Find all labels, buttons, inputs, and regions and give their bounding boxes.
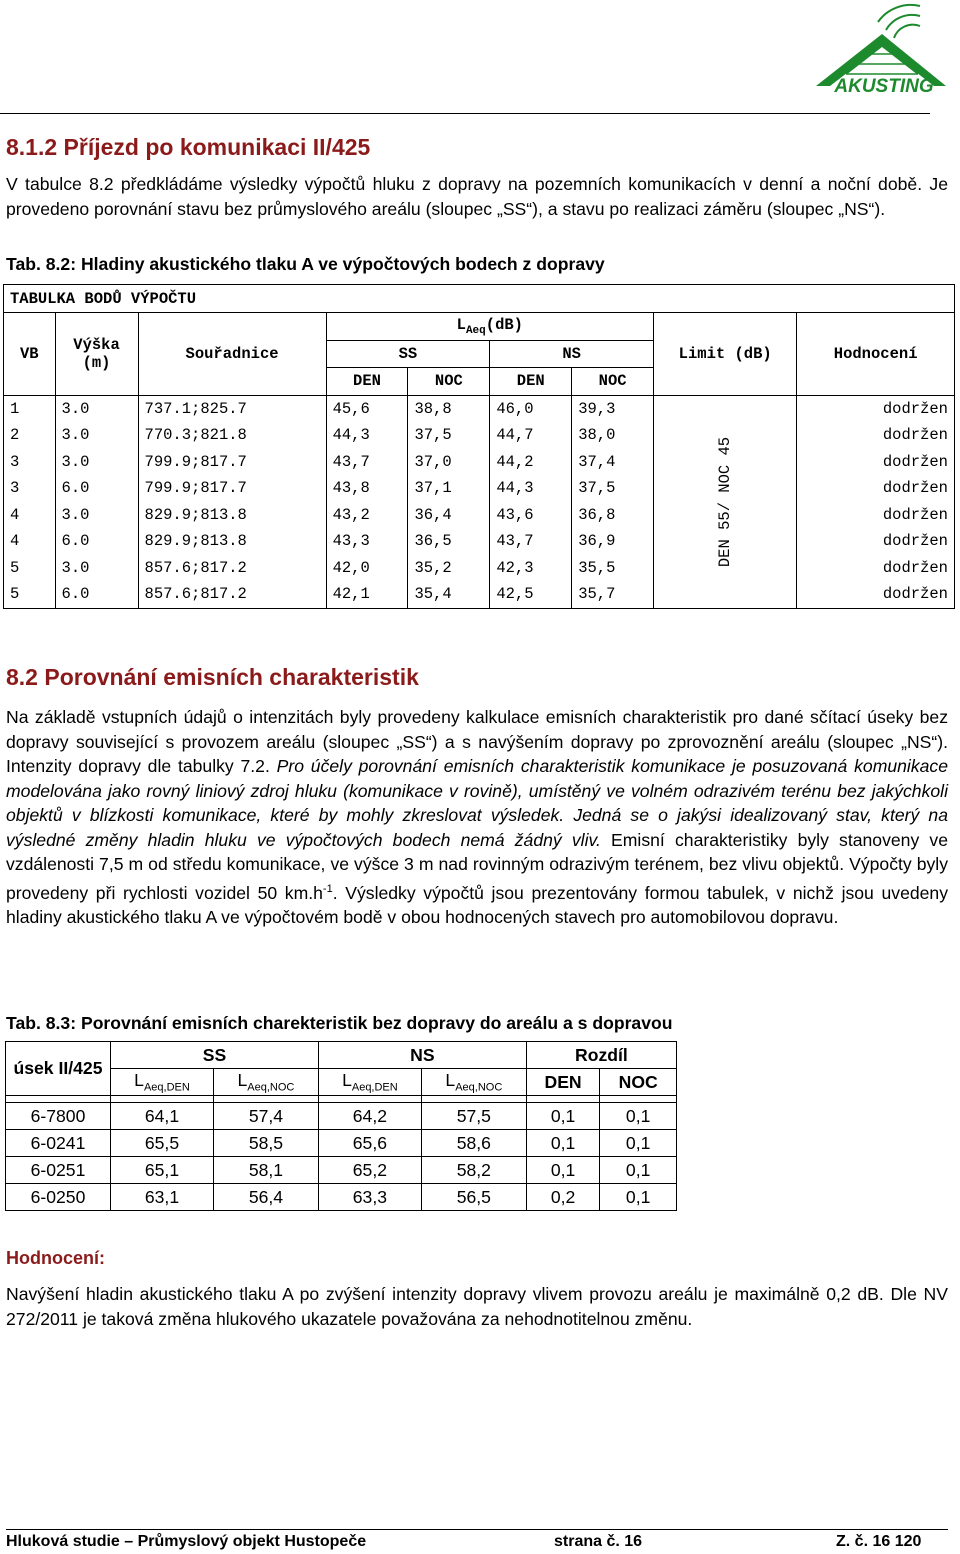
table-cell: 1 bbox=[4, 395, 56, 422]
table-cell: 36,4 bbox=[408, 502, 490, 529]
emission-comparison-table bbox=[5, 1041, 677, 1211]
table-row bbox=[6, 1103, 677, 1130]
table-cell: 63,3 bbox=[318, 1184, 421, 1211]
table-cell: 36,9 bbox=[572, 528, 654, 555]
table-cell: 46,0 bbox=[490, 395, 572, 422]
table-cell: 35,4 bbox=[408, 581, 490, 608]
evaluation-text: Navýšení hladin akustického tlaku A po zvýšení intenzity dopravy vlivem provozu areálu je maximálně 0,2 dB. Dle NV 272/2011 je taková změna hlukového ukazatele považována za nehodnotitelnou změnu. bbox=[6, 1284, 948, 1329]
table-cell: 65,6 bbox=[318, 1130, 421, 1157]
col-ns-den: $L_{Aeq,DEN}$ bbox=[318, 1069, 421, 1096]
table-cell: 6.0 bbox=[55, 581, 138, 608]
table-cell: 65,1 bbox=[111, 1157, 214, 1184]
table-cell: 37,4 bbox=[572, 449, 654, 476]
col-laeq: $L_{Aeq}(dB)$ bbox=[326, 313, 654, 341]
limit-cell: DEN 55/ NOC 45 bbox=[654, 395, 797, 608]
table-row bbox=[4, 475, 955, 502]
spacer-row bbox=[6, 1096, 677, 1103]
col-hodnoceni: Hodnocení bbox=[797, 313, 955, 396]
spacer-cell bbox=[6, 1096, 111, 1103]
table-row bbox=[4, 528, 955, 555]
table-cell: 3 bbox=[4, 475, 56, 502]
table-cell: 43,2 bbox=[326, 502, 408, 529]
header-line bbox=[0, 113, 930, 114]
table-cell: 4 bbox=[4, 528, 56, 555]
table-cell: 37,0 bbox=[408, 449, 490, 476]
col-rozdil-den: DEN bbox=[526, 1069, 600, 1096]
table-cell: dodržen bbox=[797, 502, 955, 529]
table-cell: 36,5 bbox=[408, 528, 490, 555]
col-ns: NS bbox=[318, 1042, 526, 1069]
col-ss: SS bbox=[111, 1042, 319, 1069]
table-cell: 43,6 bbox=[490, 502, 572, 529]
col-vyska: Výška (m) bbox=[55, 313, 138, 396]
table-cell: 37,5 bbox=[572, 475, 654, 502]
table-cell: 43,3 bbox=[326, 528, 408, 555]
table-cell: 38,8 bbox=[408, 395, 490, 422]
table-cell: 57,5 bbox=[421, 1103, 526, 1130]
table-cell: 65,5 bbox=[111, 1130, 214, 1157]
table-row bbox=[4, 449, 955, 476]
col-limit: Limit (dB) bbox=[654, 313, 797, 396]
table-row bbox=[6, 1184, 677, 1211]
col-ss-noc: $L_{Aeq,NOC}$ bbox=[213, 1069, 318, 1096]
table-cell: 58,2 bbox=[421, 1157, 526, 1184]
calculation-points-table bbox=[3, 284, 955, 609]
table-cell: 0,1 bbox=[600, 1184, 677, 1211]
spacer-cell bbox=[600, 1096, 677, 1103]
table-cell: 35,2 bbox=[408, 555, 490, 582]
table-title: TABULKA BODŮ VÝPOČTU bbox=[4, 285, 955, 313]
col-ss: SS bbox=[326, 340, 490, 368]
table-cell: 42,5 bbox=[490, 581, 572, 608]
table-cell: 45,6 bbox=[326, 395, 408, 422]
table-cell: 6.0 bbox=[55, 475, 138, 502]
table-cell: 44,3 bbox=[326, 422, 408, 449]
col-ns: NS bbox=[490, 340, 654, 368]
table-row bbox=[4, 502, 955, 529]
table-cell: dodržen bbox=[797, 449, 955, 476]
footer-page: strana č. 16 bbox=[554, 1533, 643, 1550]
table-row bbox=[4, 555, 955, 582]
col-ss-den: DEN bbox=[326, 368, 408, 396]
table-cell: 63,1 bbox=[111, 1184, 214, 1211]
table-cell: 0,1 bbox=[526, 1103, 600, 1130]
col-ns-noc: $L_{Aeq,NOC}$ bbox=[421, 1069, 526, 1096]
table-cell: 6.0 bbox=[55, 528, 138, 555]
col-rozdil-noc: NOC bbox=[600, 1069, 677, 1096]
table-cell: 5 bbox=[4, 555, 56, 582]
table-row bbox=[4, 422, 955, 449]
table-cell: 3.0 bbox=[55, 422, 138, 449]
spacer-cell bbox=[421, 1096, 526, 1103]
table-cell: 36,8 bbox=[572, 502, 654, 529]
table-cell: 5 bbox=[4, 581, 56, 608]
table-row bbox=[4, 581, 955, 608]
table-cell: dodržen bbox=[797, 555, 955, 582]
col-ns-noc: NOC bbox=[572, 368, 654, 396]
section-heading-8-2: 8.2 Porovnání emisních charakteristik bbox=[6, 664, 419, 690]
table-cell: dodržen bbox=[797, 581, 955, 608]
table-cell: 42,0 bbox=[326, 555, 408, 582]
table-cell: 737.1;825.7 bbox=[138, 395, 326, 422]
table-cell: 58,1 bbox=[213, 1157, 318, 1184]
spacer-cell bbox=[318, 1096, 421, 1103]
spacer-cell bbox=[111, 1096, 214, 1103]
table-cell: 64,1 bbox=[111, 1103, 214, 1130]
table-cell: 0,1 bbox=[526, 1130, 600, 1157]
table-cell: 44,2 bbox=[490, 449, 572, 476]
table-cell: 6-0241 bbox=[6, 1130, 111, 1157]
table-cell: 0,1 bbox=[600, 1157, 677, 1184]
table-cell: 56,5 bbox=[421, 1184, 526, 1211]
col-souradnice: Souřadnice bbox=[138, 313, 326, 396]
table-cell: 3.0 bbox=[55, 555, 138, 582]
table-cell: 35,5 bbox=[572, 555, 654, 582]
col-ns-den: DEN bbox=[490, 368, 572, 396]
table-cell: 6-0250 bbox=[6, 1184, 111, 1211]
table-cell: dodržen bbox=[797, 528, 955, 555]
spacer-cell bbox=[213, 1096, 318, 1103]
table-cell: 857.6;817.2 bbox=[138, 555, 326, 582]
section2-paragraph: Na základě vstupních údajů o intenzitách byly provedeny kalkulace emisních charakteristik pro dané sčítací úseky bez dopravy související s provozem areálu (sloupec „SS“) a s navýšením dopravy po zprovoznění areálu (sloupec „NS“). Intenzity dopravy dle tabulky 7.2. Pro účely porovnání emisních charakteristik komunikace je posuzovaná komunikace modelována jako rovný liniový zdroj hluku (komunikace v rovině), umístěný ve volném odrazivém terénu bez jakýchkoli objektů v blízkosti komunikace, které by mohly zkreslovat výsledek. Jedná se o jakýsi idealizovaný stav, který na výsledné změny hladin hluku ve výpočtových bodech nemá žádný vliv. Emisní charakteristiky byly stanoveny ve vzdálenosti 7,5 m od středu komunikace, ve výšce 3 m nad rovinným odrazivým terénem, bez vlivu objektů. Výpočty byly provedeny při rychlosti vozidel 50 $km.h^{-1}$. Výsledky výpočtů jsou prezentovány formou tabulek, v nichž jsou uvedeny hladiny akustického tlaku A ve výpočtovém bodě v obou hodnocených stavech pro automobilovou dopravu. bbox=[6, 707, 949, 927]
table-8-2-caption: Tab. 8.2: Hladiny akustického tlaku A ve výpočtových bodech z dopravy bbox=[6, 254, 605, 274]
table-row bbox=[6, 1130, 677, 1157]
table-cell: 3.0 bbox=[55, 395, 138, 422]
table-cell: 0,1 bbox=[526, 1157, 600, 1184]
col-vb: VB bbox=[4, 313, 56, 396]
col-ss-noc: NOC bbox=[408, 368, 490, 396]
table-cell: 37,5 bbox=[408, 422, 490, 449]
table-cell: 56,4 bbox=[213, 1184, 318, 1211]
table-cell: 44,7 bbox=[490, 422, 572, 449]
section1-paragraph: V tabulce 8.2 předkládáme výsledky výpočtů hluku z dopravy na pozemních komunikacích v denní a noční době. Je provedeno porovnání stavu bez průmyslového areálu (sloupec „SS“), a stavu po realizaci záměru (sloupec „NS“). bbox=[6, 174, 948, 219]
table-cell: 0,1 bbox=[600, 1130, 677, 1157]
table-cell: dodržen bbox=[797, 475, 955, 502]
table-cell: 3 bbox=[4, 449, 56, 476]
footer-line bbox=[6, 1529, 948, 1530]
col-ss-den: $L_{Aeq,DEN}$ bbox=[111, 1069, 214, 1096]
evaluation-heading: Hodnocení: bbox=[6, 1248, 105, 1268]
footer-title: Hluková studie – Průmyslový objekt Hustopeče bbox=[6, 1533, 367, 1550]
table-cell: 829.9;813.8 bbox=[138, 528, 326, 555]
table-cell: 0,2 bbox=[526, 1184, 600, 1211]
table-cell: dodržen bbox=[797, 422, 955, 449]
table-cell: 38,0 bbox=[572, 422, 654, 449]
table-cell: 42,3 bbox=[490, 555, 572, 582]
table-cell: 6-0251 bbox=[6, 1157, 111, 1184]
table-cell: 65,2 bbox=[318, 1157, 421, 1184]
table-cell: 58,5 bbox=[213, 1130, 318, 1157]
table-cell: 35,7 bbox=[572, 581, 654, 608]
akusting-logo bbox=[786, 0, 956, 100]
table-cell: 3.0 bbox=[55, 502, 138, 529]
table-cell: 770.3;821.8 bbox=[138, 422, 326, 449]
table-row bbox=[6, 1157, 677, 1184]
table-cell: 2 bbox=[4, 422, 56, 449]
table-row bbox=[4, 395, 955, 422]
table-cell: 58,6 bbox=[421, 1130, 526, 1157]
col-usek: úsek II/425 bbox=[6, 1042, 111, 1096]
table-cell: 3.0 bbox=[55, 449, 138, 476]
table-cell: 37,1 bbox=[408, 475, 490, 502]
table-cell: 57,4 bbox=[213, 1103, 318, 1130]
table-cell: 799.9;817.7 bbox=[138, 475, 326, 502]
table-cell: 857.6;817.2 bbox=[138, 581, 326, 608]
section-heading-8-1-2: 8.1.2 Příjezd po komunikaci II/425 bbox=[6, 134, 371, 160]
table-cell: 829.9;813.8 bbox=[138, 502, 326, 529]
table-cell: 64,2 bbox=[318, 1103, 421, 1130]
table-cell: dodržen bbox=[797, 395, 955, 422]
table-cell: 0,1 bbox=[600, 1103, 677, 1130]
table-cell: 42,1 bbox=[326, 581, 408, 608]
table-cell: 43,7 bbox=[490, 528, 572, 555]
table-cell: 43,7 bbox=[326, 449, 408, 476]
spacer-cell bbox=[526, 1096, 600, 1103]
table-cell: 43,8 bbox=[326, 475, 408, 502]
table-8-3-caption: Tab. 8.3: Porovnání emisních charekteristik bez dopravy do areálu a s dopravou bbox=[6, 1013, 673, 1033]
table-cell: 44,3 bbox=[490, 475, 572, 502]
table-cell: 799.9;817.7 bbox=[138, 449, 326, 476]
footer-job-number: Z. č. 16 120 bbox=[836, 1533, 922, 1550]
table-cell: 4 bbox=[4, 502, 56, 529]
table-cell: 39,3 bbox=[572, 395, 654, 422]
table-cell: 6-7800 bbox=[6, 1103, 111, 1130]
col-rozdil: Rozdíl bbox=[526, 1042, 676, 1069]
logo-text: AKUSTING bbox=[834, 76, 934, 97]
